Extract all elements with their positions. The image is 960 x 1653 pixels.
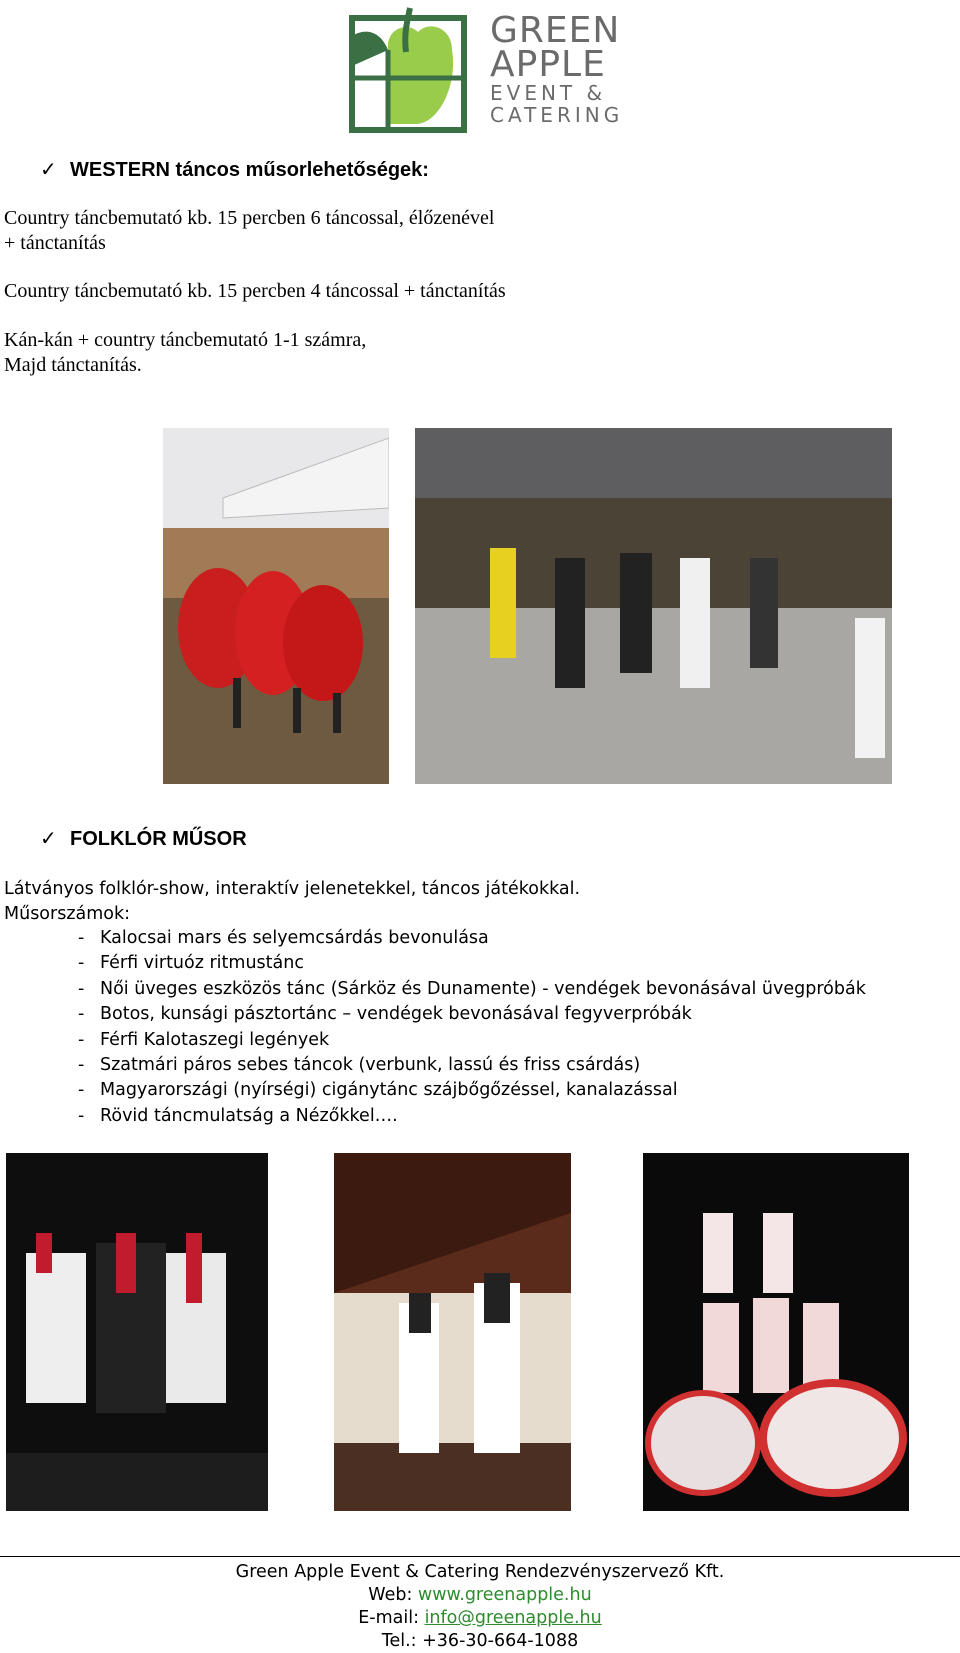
company-logo [348, 6, 624, 136]
logo-line-3: EVENT & [490, 81, 607, 105]
folklor-heading-text: FOLKLÓR MŰSOR [70, 828, 247, 850]
folklor-heading [40, 826, 247, 851]
folk-dance-photo-2 [334, 1153, 571, 1511]
folk-dance-photo-3 [643, 1153, 909, 1511]
list-item: - Rövid táncmulatság a Nézőkkel…. [78, 1104, 866, 1129]
footer [0, 1561, 960, 1653]
list-item: - Férfi Kalotaszegi legények [78, 1028, 866, 1053]
footer-web-label: Web: [368, 1585, 418, 1605]
logo-line-1: GREEN [490, 10, 621, 51]
list-item: - Női üveges eszközös tánc (Sárköz és Dunamente) - vendégek bevonásával üvegpróbák [78, 977, 866, 1002]
footer-phone: Tel.: +36-30-664-1088 [381, 1631, 579, 1651]
logo-wordmark [490, 10, 624, 127]
western-line: Country táncbemutató kb. 15 percben 4 táncossal + tánctanítás [4, 280, 506, 302]
list-item: - Szatmári páros sebes táncok (verbunk, lassú és friss csárdás) [78, 1053, 866, 1078]
folklor-list-title: Műsorszámok: [4, 904, 131, 924]
footer-web-link[interactable]: www.greenapple.hu [417, 1585, 592, 1605]
line-dance-photo [415, 428, 892, 784]
green-apple-logo-icon [348, 6, 472, 134]
logo-line-2: APPLE [490, 44, 606, 85]
checkmark-icon: ✓ [40, 159, 57, 181]
list-item: - Kalocsai mars és selyemcsárdás bevonulása [78, 926, 866, 951]
list-item: - Botos, kunsági pásztortánc – vendégek bevonásával fegyverpróbák [78, 1002, 866, 1027]
western-line: Kán-kán + country táncbemutató 1-1 számra, [4, 329, 367, 351]
list-item: - Magyarországi (nyírségi) cigánytánc szájbőgőzéssel, kanalazással [78, 1078, 866, 1103]
logo-line-4: CATERING [490, 103, 624, 127]
folklor-intro: Látványos folklór-show, interaktív jelenetekkel, táncos játékokkal. [4, 879, 581, 899]
list-item: - Férfi virtuóz ritmustánc [78, 951, 866, 976]
western-line: Majd tánctanítás. [4, 354, 142, 376]
footer-divider [0, 1556, 960, 1557]
western-line: + tánctanítás [4, 232, 106, 254]
footer-web [0, 1584, 960, 1607]
western-heading-text: WESTERN táncos műsorlehetőségek: [70, 159, 429, 181]
folk-dance-photo-1 [6, 1153, 268, 1511]
footer-email [0, 1607, 960, 1630]
footer-email-link[interactable]: info@greenapple.hu [424, 1608, 602, 1628]
footer-email-label: E-mail: [358, 1608, 425, 1628]
program-list [78, 926, 866, 1129]
western-heading [40, 157, 429, 182]
western-line: Country táncbemutató kb. 15 percben 6 táncossal, élőzenével [4, 207, 495, 229]
cancan-dancers-photo [163, 428, 389, 784]
checkmark-icon: ✓ [40, 828, 57, 850]
footer-company: Green Apple Event & Catering Rendezvényszervező Kft. [235, 1562, 725, 1582]
